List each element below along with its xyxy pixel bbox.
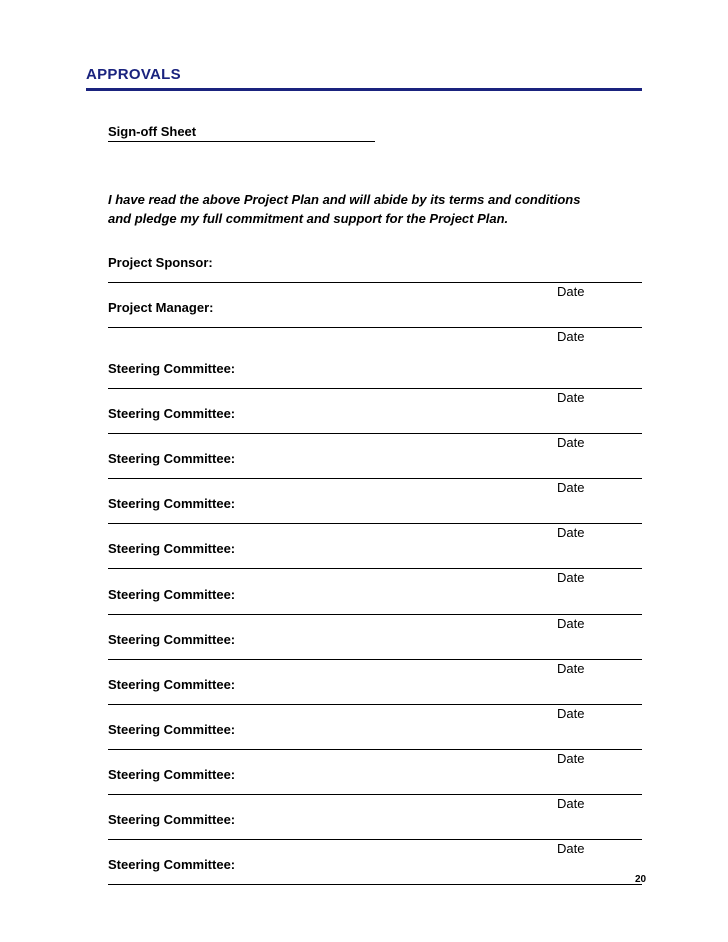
date-label: Date <box>557 841 585 856</box>
date-label: Date <box>557 706 585 721</box>
page-number: 20 <box>635 874 647 885</box>
signatory-role-label: Steering Committee: <box>108 857 236 872</box>
signatory-role-label: Steering Committee: <box>108 812 236 827</box>
signatory-role-label: Steering Committee: <box>108 541 236 556</box>
signatory-role-label: Steering Committee: <box>108 722 236 737</box>
signature-line[interactable] <box>108 388 642 389</box>
signature-line[interactable] <box>108 839 642 840</box>
statement-line: I have read the above Project Plan and will abide by its terms and conditions <box>108 192 581 207</box>
date-label: Date <box>557 390 585 405</box>
signature-line[interactable] <box>108 659 642 660</box>
commitment-statement <box>108 190 648 228</box>
signatory-role-label: Steering Committee: <box>108 361 236 376</box>
signature-line[interactable] <box>108 884 642 885</box>
signatory-role-label: Steering Committee: <box>108 587 236 602</box>
signoff-subtitle-underline <box>108 141 375 142</box>
date-label: Date <box>557 751 585 766</box>
date-label: Date <box>557 284 585 299</box>
date-label: Date <box>557 661 585 676</box>
signature-line[interactable] <box>108 614 642 615</box>
signatory-role-label: Steering Committee: <box>108 677 236 692</box>
signatory-role-label: Project Sponsor: <box>108 255 213 270</box>
signature-line[interactable] <box>108 794 642 795</box>
signature-line[interactable] <box>108 568 642 569</box>
signatory-role-label: Steering Committee: <box>108 632 236 647</box>
signatory-role-label: Steering Committee: <box>108 496 236 511</box>
date-label: Date <box>557 435 585 450</box>
date-label: Date <box>557 480 585 495</box>
signoff-subtitle: Sign-off Sheet <box>108 124 197 139</box>
signatory-role-label: Steering Committee: <box>108 451 236 466</box>
section-title-rule <box>86 88 642 91</box>
signature-line[interactable] <box>108 478 642 479</box>
signature-line[interactable] <box>108 704 642 705</box>
date-label: Date <box>557 525 585 540</box>
date-label: Date <box>557 796 585 811</box>
date-label: Date <box>557 616 585 631</box>
signatory-role-label: Project Manager: <box>108 300 214 315</box>
signatory-role-label: Steering Committee: <box>108 767 236 782</box>
signature-line[interactable] <box>108 327 642 328</box>
statement-line: and pledge my full commitment and support for the Project Plan. <box>108 211 509 226</box>
date-label: Date <box>557 329 585 344</box>
section-title: APPROVALS <box>86 66 181 83</box>
signature-line[interactable] <box>108 523 642 524</box>
signature-line[interactable] <box>108 282 642 283</box>
signatory-role-label: Steering Committee: <box>108 406 236 421</box>
date-label: Date <box>557 570 585 585</box>
signature-line[interactable] <box>108 749 642 750</box>
signature-line[interactable] <box>108 433 642 434</box>
